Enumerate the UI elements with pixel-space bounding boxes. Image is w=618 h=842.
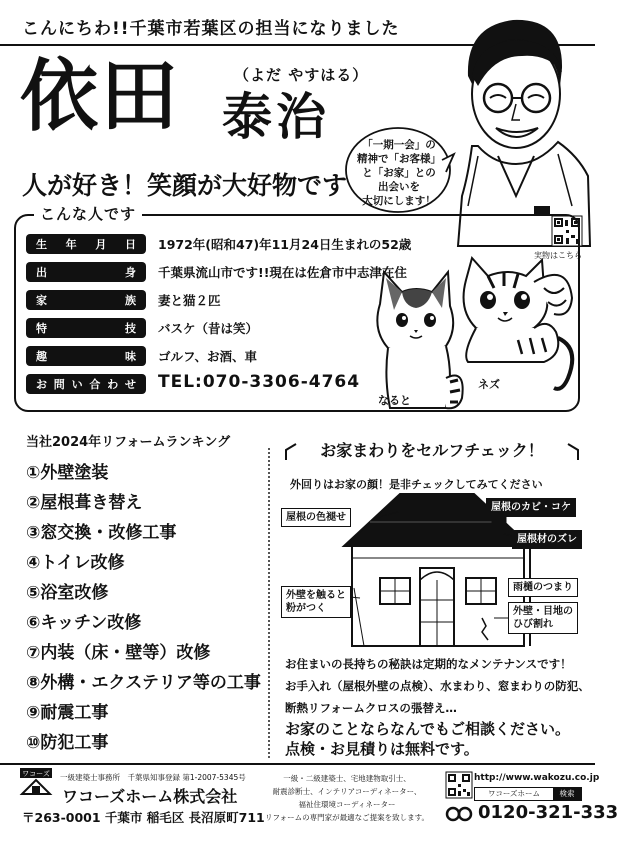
free-dial-number[interactable]: 0120-321-333 — [478, 802, 618, 823]
qr-note: 実物はこちら — [534, 251, 582, 260]
tagline: 人が好き！笑顔が大好物です — [22, 171, 348, 200]
website-link[interactable]: http://www.wakozu.co.jp — [474, 773, 600, 783]
label-char: 味 — [125, 350, 136, 363]
label-char: 生 — [36, 238, 47, 251]
selfcheck-subtitle: 外回りはお家の顔！是非チェックしてみてください — [290, 478, 543, 491]
label-wall-crack — [508, 602, 578, 634]
ranking-item: ⑦内装（床・壁等）改修 — [26, 643, 211, 663]
ranking-title: 当社2024年リフォームランキング — [26, 435, 231, 450]
bubble-line: 出会いを — [378, 181, 420, 193]
profile-label — [26, 262, 146, 282]
search-box[interactable] — [474, 787, 582, 801]
label-char: 身 — [125, 266, 136, 279]
profile-value: 妻と猫２匹 — [158, 293, 221, 308]
cat-name: なると — [378, 394, 411, 407]
bubble-line: 「一期一会」の — [362, 139, 436, 151]
label-char: わ — [107, 378, 119, 391]
label-char: 問 — [53, 378, 65, 391]
label-char: 家 — [36, 294, 47, 307]
label-char: 族 — [125, 294, 136, 307]
maintenance-text: お手入れ（屋根外壁の点検）、水まわり、窓まわりの防犯、 — [285, 679, 590, 693]
ranking-item: ①外壁塗装 — [26, 463, 109, 483]
qualification-line: 耐震診断士、インテリアコーディネーター、 — [272, 787, 422, 796]
label-char: 趣 — [36, 350, 47, 363]
bubble-text — [350, 138, 448, 208]
cats-illustration — [358, 258, 580, 414]
family-name: 依田 — [20, 52, 181, 142]
qualification-line: リフォームの専門家が最適なご提案を致します。 — [264, 813, 430, 822]
label-gutter: 雨樋のつまり — [508, 578, 578, 597]
selfcheck-title: お家まわりをセルフチェック！ — [320, 441, 544, 460]
phone-number-link[interactable]: TEL:070-3306-4764 — [158, 372, 361, 392]
company-address: 〒263-0001 千葉市 稲毛区 長沼原町711 — [22, 810, 265, 825]
logo-text: ワコーズ — [22, 770, 50, 778]
maintenance-text: 断熱リフォームクロスの張替え… — [285, 701, 457, 715]
profile-value: 1972年(昭和47)年11月24日生まれの52歳 — [158, 237, 412, 252]
ranking-item: ②屋根葺き替え — [26, 493, 143, 513]
maintenance-text: お住まいの長持ちの秘訣は定期的なメンテナンスです！ — [285, 657, 572, 671]
portrait-illustration — [438, 6, 590, 246]
label-char: お — [36, 378, 47, 391]
consult-text: 点検・お見積りは無料です。 — [285, 740, 479, 758]
company-name: ワコーズホーム株式会社 — [62, 787, 238, 806]
label-char: 合 — [89, 378, 101, 391]
label-char: 年 — [65, 238, 77, 251]
company-logo-icon — [20, 768, 52, 796]
profile-value: 千葉県流山市です!!現在は佐倉市中志津在住 — [158, 265, 407, 280]
footer-divider — [0, 763, 595, 765]
profile-label — [26, 318, 146, 338]
label-char: 特 — [36, 322, 47, 335]
ranking-item: ⑩防犯工事 — [26, 733, 109, 753]
qualification-line: 福祉住環境コーディネーター — [298, 800, 396, 809]
ranking-item: ③窓交換・改修工事 — [26, 523, 177, 543]
ranking-item: ⑥キッチン改修 — [26, 613, 142, 633]
qr-code-icon[interactable] — [446, 772, 472, 798]
label-roof-mold: 屋根のカビ・コケ — [486, 498, 576, 517]
consult-text: お家のことならなんでもご相談ください。 — [285, 720, 571, 738]
label-char: せ — [124, 378, 136, 391]
ranking-item: ④トイレ改修 — [26, 553, 125, 573]
label-char: い — [71, 378, 83, 391]
profile-value: バスケ（昔は笑） — [158, 321, 259, 336]
label-roof-shift: 屋根材のズレ — [512, 530, 582, 549]
profile-label — [26, 346, 146, 366]
registration-text: 一級建築士事務所 千葉県知事登録 第1-2007-5345号 — [60, 773, 246, 782]
bubble-line: 精神で「お客様」 — [357, 153, 441, 165]
section-divider — [268, 448, 270, 758]
label-line: 外壁・目地の — [513, 606, 573, 617]
label-line: 粉がつく — [286, 603, 326, 614]
profile-label — [26, 374, 146, 394]
profile-label — [26, 290, 146, 310]
label-char: 月 — [95, 238, 107, 251]
qualifications — [252, 772, 442, 824]
ranking-item: ⑧外構・エクステリア等の工事 — [26, 673, 261, 693]
bubble-line: 大切にします！ — [362, 195, 436, 207]
search-word: ワコーズホーム — [487, 789, 541, 798]
cat-name: ネズ — [478, 378, 500, 391]
label-char: 日 — [124, 238, 136, 251]
bubble-line: と「お家」との — [362, 167, 436, 179]
profile-label — [26, 234, 146, 254]
label-char: 出 — [36, 266, 47, 279]
given-name: 泰治 — [222, 88, 330, 146]
ranking-item: ⑨耐震工事 — [26, 703, 109, 723]
free-dial-icon — [446, 806, 472, 822]
label-line: 外壁を触ると — [286, 590, 346, 601]
ranking-item: ⑤浴室改修 — [26, 583, 109, 603]
label-char: 技 — [125, 322, 136, 335]
name-reading: （よだ やすはる） — [234, 66, 369, 84]
profile-value: ゴルフ、お酒、車 — [158, 349, 258, 364]
label-roof-fade: 屋根の色褪せ — [281, 508, 351, 527]
profile-heading: こんな人です — [34, 203, 142, 224]
label-wall-powder — [281, 586, 351, 618]
qualification-line: 一級・二級建築士、宅地建物取引士、 — [283, 774, 411, 783]
greeting-text: こんにちわ!!千葉市若葉区の担当になりました — [22, 19, 400, 39]
search-button[interactable]: 検索 — [553, 788, 581, 800]
label-line: ひび割れ — [513, 619, 553, 630]
